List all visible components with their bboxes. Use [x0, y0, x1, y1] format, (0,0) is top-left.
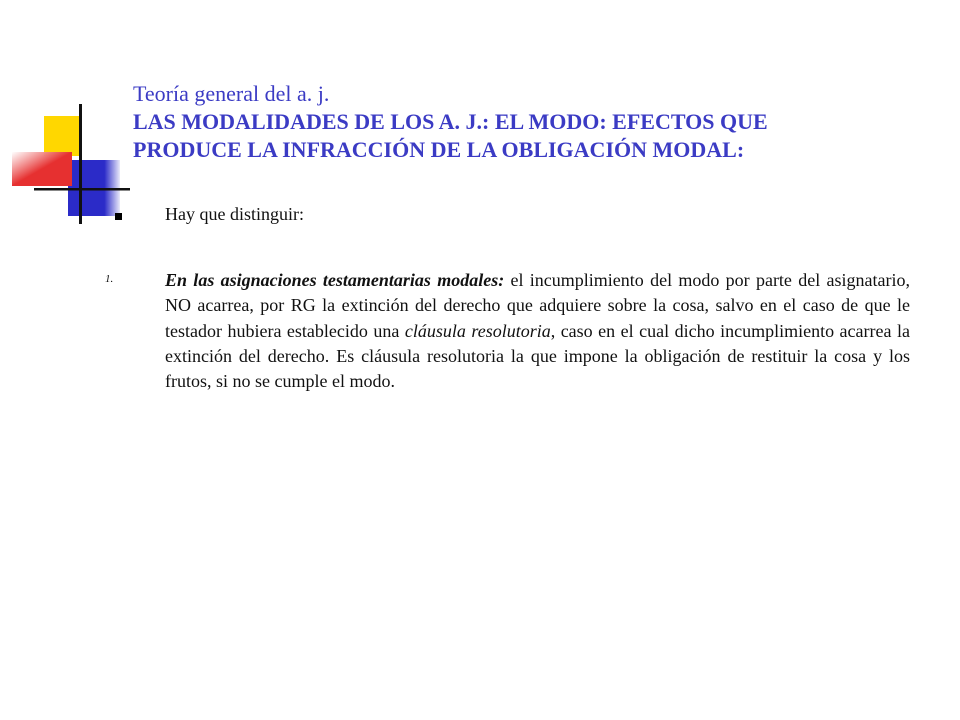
paragraph-text-a: el incumplimiento del modo por parte del asignatario, NO acarrea, por RG la extinción del derecho que adquiere sobre la cosa, salvo en el caso de que le testador hubiera establecido una [165, 270, 910, 341]
paragraph-emphasis: cláusula resolutoria [404, 320, 551, 341]
slide-subtitle: Teoría general del a. j. [133, 81, 330, 106]
logo-red-square [12, 152, 72, 186]
numbered-marker: 1. [105, 273, 114, 285]
slide-title-line-2: PRODUCE LA INFRACCIÓN DE LA OBLIGACIÓN MODAL: [133, 137, 745, 162]
logo-icon [0, 0, 140, 230]
logo-vertical-line [79, 104, 82, 224]
bullet-text: Hay que distinguir: [165, 204, 304, 224]
numbered-paragraph [165, 268, 910, 394]
slide-title-line-1: LAS MODALIDADES DE LOS A. J.: EL MODO: EFECTOS QUE [133, 109, 768, 134]
logo-yellow-square [44, 116, 80, 156]
bullet-square-icon [115, 213, 122, 220]
logo-horizontal-line [34, 188, 130, 191]
paragraph-lead: En las asignaciones testamentarias modales: [165, 270, 505, 290]
paragraph-text-b: , caso en el cual dicho incumplimiento acarrea la extinción del derecho. Es cláusula resolutoria la que impone la obligación de restituir la cosa y los frutos, si no se cumple el modo. [165, 320, 910, 392]
title-block [133, 80, 913, 164]
